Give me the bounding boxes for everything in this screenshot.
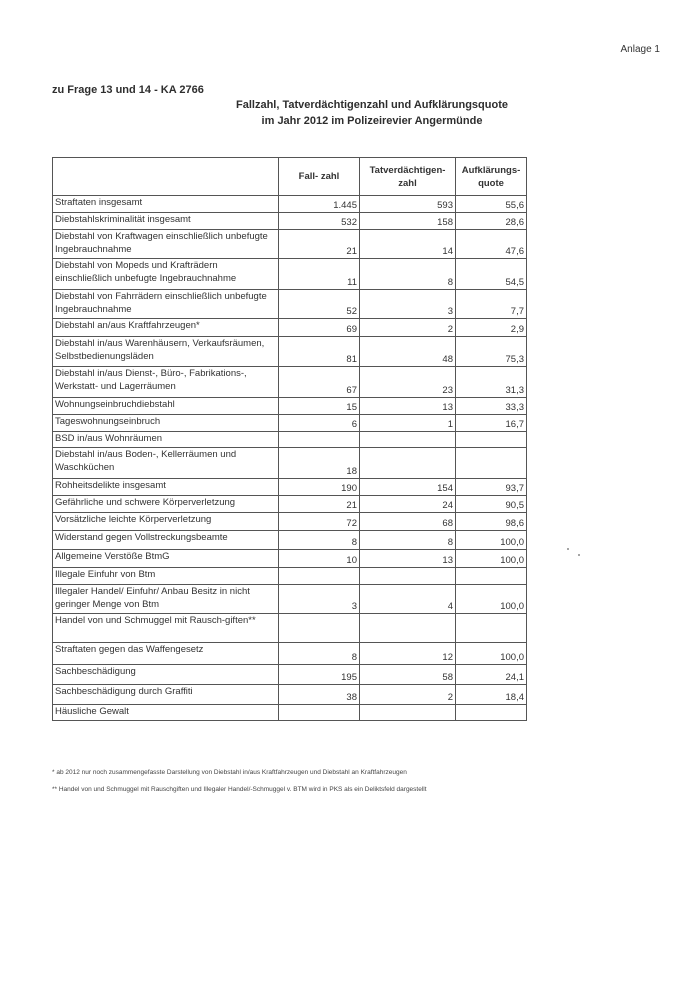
row-label: Diebstahl von Kraftwagen einschließlich unbefugte Ingebrauchnahme bbox=[53, 230, 279, 259]
fallzahl-cell: 8 bbox=[279, 531, 360, 550]
row-label: Widerstand gegen Vollstreckungsbeamte bbox=[53, 531, 279, 550]
table-row bbox=[53, 585, 527, 614]
row-label: Häusliche Gewalt bbox=[53, 705, 279, 721]
tatverdaechtige-cell: 23 bbox=[360, 367, 456, 398]
fallzahl-cell: 1.445 bbox=[279, 196, 360, 213]
quote-cell: 2,9 bbox=[456, 319, 527, 337]
table-row bbox=[53, 290, 527, 319]
tatverdaechtige-cell bbox=[360, 705, 456, 721]
quote-cell: 16,7 bbox=[456, 415, 527, 432]
tatverdaechtige-cell bbox=[360, 614, 456, 643]
fallzahl-cell: 72 bbox=[279, 513, 360, 531]
quote-cell: 54,5 bbox=[456, 259, 527, 290]
table-row bbox=[53, 705, 527, 721]
row-label: BSD in/aus Wohnräumen bbox=[53, 432, 279, 448]
row-label: Diebstahl in/aus Boden-, Kellerräumen und Waschküchen bbox=[53, 448, 279, 479]
fallzahl-cell: 190 bbox=[279, 479, 360, 496]
table-row bbox=[53, 479, 527, 496]
tatverdaechtige-cell: 12 bbox=[360, 643, 456, 665]
quote-cell: 24,1 bbox=[456, 665, 527, 685]
table-row bbox=[53, 685, 527, 705]
row-label: Sachbeschädigung durch Graffiti bbox=[53, 685, 279, 705]
tatverdaechtige-cell: 3 bbox=[360, 290, 456, 319]
quote-cell: 98,6 bbox=[456, 513, 527, 531]
table-header-row bbox=[53, 158, 527, 196]
header-category bbox=[53, 158, 279, 196]
fallzahl-cell: 18 bbox=[279, 448, 360, 479]
row-label: Rohheitsdelikte insgesamt bbox=[53, 479, 279, 496]
table-row bbox=[53, 448, 527, 479]
tatverdaechtige-cell: 8 bbox=[360, 259, 456, 290]
quote-cell bbox=[456, 448, 527, 479]
fallzahl-cell bbox=[279, 614, 360, 643]
quote-cell: 47,6 bbox=[456, 230, 527, 259]
quote-cell: 100,0 bbox=[456, 643, 527, 665]
fallzahl-cell: 81 bbox=[279, 337, 360, 367]
table-row bbox=[53, 513, 527, 531]
title-line-2: im Jahr 2012 im Polizeirevier Angermünde bbox=[261, 115, 483, 127]
fallzahl-cell: 6 bbox=[279, 415, 360, 432]
table-row bbox=[53, 196, 527, 213]
fallzahl-cell: 67 bbox=[279, 367, 360, 398]
fallzahl-cell: 21 bbox=[279, 230, 360, 259]
quote-cell: 100,0 bbox=[456, 531, 527, 550]
quote-cell: 100,0 bbox=[456, 585, 527, 614]
table-row bbox=[53, 568, 527, 585]
table-row bbox=[53, 230, 527, 259]
tatverdaechtige-cell bbox=[360, 432, 456, 448]
row-label: Straftaten insgesamt bbox=[53, 196, 279, 213]
tatverdaechtige-cell: 48 bbox=[360, 337, 456, 367]
table-row bbox=[53, 319, 527, 337]
tatverdaechtige-cell: 2 bbox=[360, 685, 456, 705]
row-label: Straftaten gegen das Waffengesetz bbox=[53, 643, 279, 665]
tatverdaechtige-cell: 158 bbox=[360, 213, 456, 230]
table-row bbox=[53, 432, 527, 448]
quote-cell: 31,3 bbox=[456, 367, 527, 398]
fallzahl-cell: 10 bbox=[279, 550, 360, 568]
table-row bbox=[53, 367, 527, 398]
tatverdaechtige-cell bbox=[360, 448, 456, 479]
tatverdaechtige-cell: 154 bbox=[360, 479, 456, 496]
fallzahl-cell: 532 bbox=[279, 213, 360, 230]
row-label: Diebstahl von Fahrrädern einschließlich unbefugte Ingebrauchnahme bbox=[53, 290, 279, 319]
table-row bbox=[53, 496, 527, 513]
tatverdaechtige-cell: 2 bbox=[360, 319, 456, 337]
row-label: Sachbeschädigung bbox=[53, 665, 279, 685]
table-row bbox=[53, 259, 527, 290]
tatverdaechtige-cell: 13 bbox=[360, 398, 456, 415]
quote-cell: 7,7 bbox=[456, 290, 527, 319]
row-label: Tageswohnungseinbruch bbox=[53, 415, 279, 432]
row-label: Diebstahl in/aus Warenhäusern, Verkaufsräumen, Selbstbedienungsläden bbox=[53, 337, 279, 367]
row-label: Illegale Einfuhr von Btm bbox=[53, 568, 279, 585]
row-label: Diebstahl in/aus Dienst-, Büro-, Fabrikations-, Werkstatt- und Lagerräumen bbox=[53, 367, 279, 398]
fallzahl-cell bbox=[279, 568, 360, 585]
quote-cell bbox=[456, 568, 527, 585]
fallzahl-cell bbox=[279, 432, 360, 448]
title-line-1: Fallzahl, Tatverdächtigenzahl und Aufklärungsquote bbox=[236, 99, 508, 111]
fallzahl-cell bbox=[279, 705, 360, 721]
fallzahl-cell: 38 bbox=[279, 685, 360, 705]
row-label: Handel von und Schmuggel mit Rausch-giften** bbox=[53, 614, 279, 643]
quote-cell bbox=[456, 705, 527, 721]
annex-label: Anlage 1 bbox=[620, 44, 660, 55]
scan-speck bbox=[578, 554, 580, 556]
header-aufklaerungsquote: Aufklärungs- quote bbox=[456, 158, 527, 196]
quote-cell: 100,0 bbox=[456, 550, 527, 568]
table-row bbox=[53, 643, 527, 665]
tatverdaechtige-cell: 68 bbox=[360, 513, 456, 531]
fallzahl-cell: 52 bbox=[279, 290, 360, 319]
fallzahl-cell: 8 bbox=[279, 643, 360, 665]
table-row bbox=[53, 398, 527, 415]
fallzahl-cell: 3 bbox=[279, 585, 360, 614]
tatverdaechtige-cell: 4 bbox=[360, 585, 456, 614]
row-label: Diebstahl an/aus Kraftfahrzeugen* bbox=[53, 319, 279, 337]
footnote-1: * ab 2012 nur noch zusammengefasste Darstellung von Diebstahl in/aus Kraftfahrzeugen und Diebstahl an Kraftfahrzeugen bbox=[52, 769, 407, 776]
quote-cell: 93,7 bbox=[456, 479, 527, 496]
question-reference: zu Frage 13 und 14 - KA 2766 bbox=[52, 84, 204, 96]
tatverdaechtige-cell: 14 bbox=[360, 230, 456, 259]
fallzahl-cell: 21 bbox=[279, 496, 360, 513]
row-label: Vorsätzliche leichte Körperverletzung bbox=[53, 513, 279, 531]
quote-cell: 75,3 bbox=[456, 337, 527, 367]
row-label: Diebstahl von Mopeds und Krafträdern einschließlich unbefugte Ingebrauchnahme bbox=[53, 259, 279, 290]
row-label: Gefährliche und schwere Körperverletzung bbox=[53, 496, 279, 513]
header-tatverdaechtige: Tatverdächtigen- zahl bbox=[360, 158, 456, 196]
table-row bbox=[53, 550, 527, 568]
scan-speck bbox=[567, 548, 569, 550]
quote-cell: 18,4 bbox=[456, 685, 527, 705]
table-row bbox=[53, 415, 527, 432]
row-label: Wohnungseinbruchdiebstahl bbox=[53, 398, 279, 415]
table-row bbox=[53, 614, 527, 643]
row-label: Allgemeine Verstöße BtmG bbox=[53, 550, 279, 568]
document-title bbox=[0, 97, 700, 129]
fallzahl-cell: 195 bbox=[279, 665, 360, 685]
tatverdaechtige-cell: 1 bbox=[360, 415, 456, 432]
row-label: Illegaler Handel/ Einfuhr/ Anbau Besitz in nicht geringer Menge von Btm bbox=[53, 585, 279, 614]
footnote-2: ** Handel von und Schmuggel mit Rauschgiften und Illegaler Handel/-Schmuggel v. BTM wird in PKS als ein Deliktsfeld dargestellt bbox=[52, 786, 427, 793]
tatverdaechtige-cell bbox=[360, 568, 456, 585]
fallzahl-cell: 11 bbox=[279, 259, 360, 290]
quote-cell: 33,3 bbox=[456, 398, 527, 415]
tatverdaechtige-cell: 58 bbox=[360, 665, 456, 685]
tatverdaechtige-cell: 8 bbox=[360, 531, 456, 550]
quote-cell: 90,5 bbox=[456, 496, 527, 513]
row-label: Diebstahlskriminalität insgesamt bbox=[53, 213, 279, 230]
quote-cell bbox=[456, 432, 527, 448]
tatverdaechtige-cell: 593 bbox=[360, 196, 456, 213]
statistics-table bbox=[52, 157, 527, 721]
table-row bbox=[53, 665, 527, 685]
fallzahl-cell: 69 bbox=[279, 319, 360, 337]
header-fallzahl: Fall- zahl bbox=[279, 158, 360, 196]
quote-cell: 55,6 bbox=[456, 196, 527, 213]
table-row bbox=[53, 213, 527, 230]
fallzahl-cell: 15 bbox=[279, 398, 360, 415]
tatverdaechtige-cell: 13 bbox=[360, 550, 456, 568]
table-row bbox=[53, 337, 527, 367]
table-row bbox=[53, 531, 527, 550]
tatverdaechtige-cell: 24 bbox=[360, 496, 456, 513]
quote-cell bbox=[456, 614, 527, 643]
quote-cell: 28,6 bbox=[456, 213, 527, 230]
